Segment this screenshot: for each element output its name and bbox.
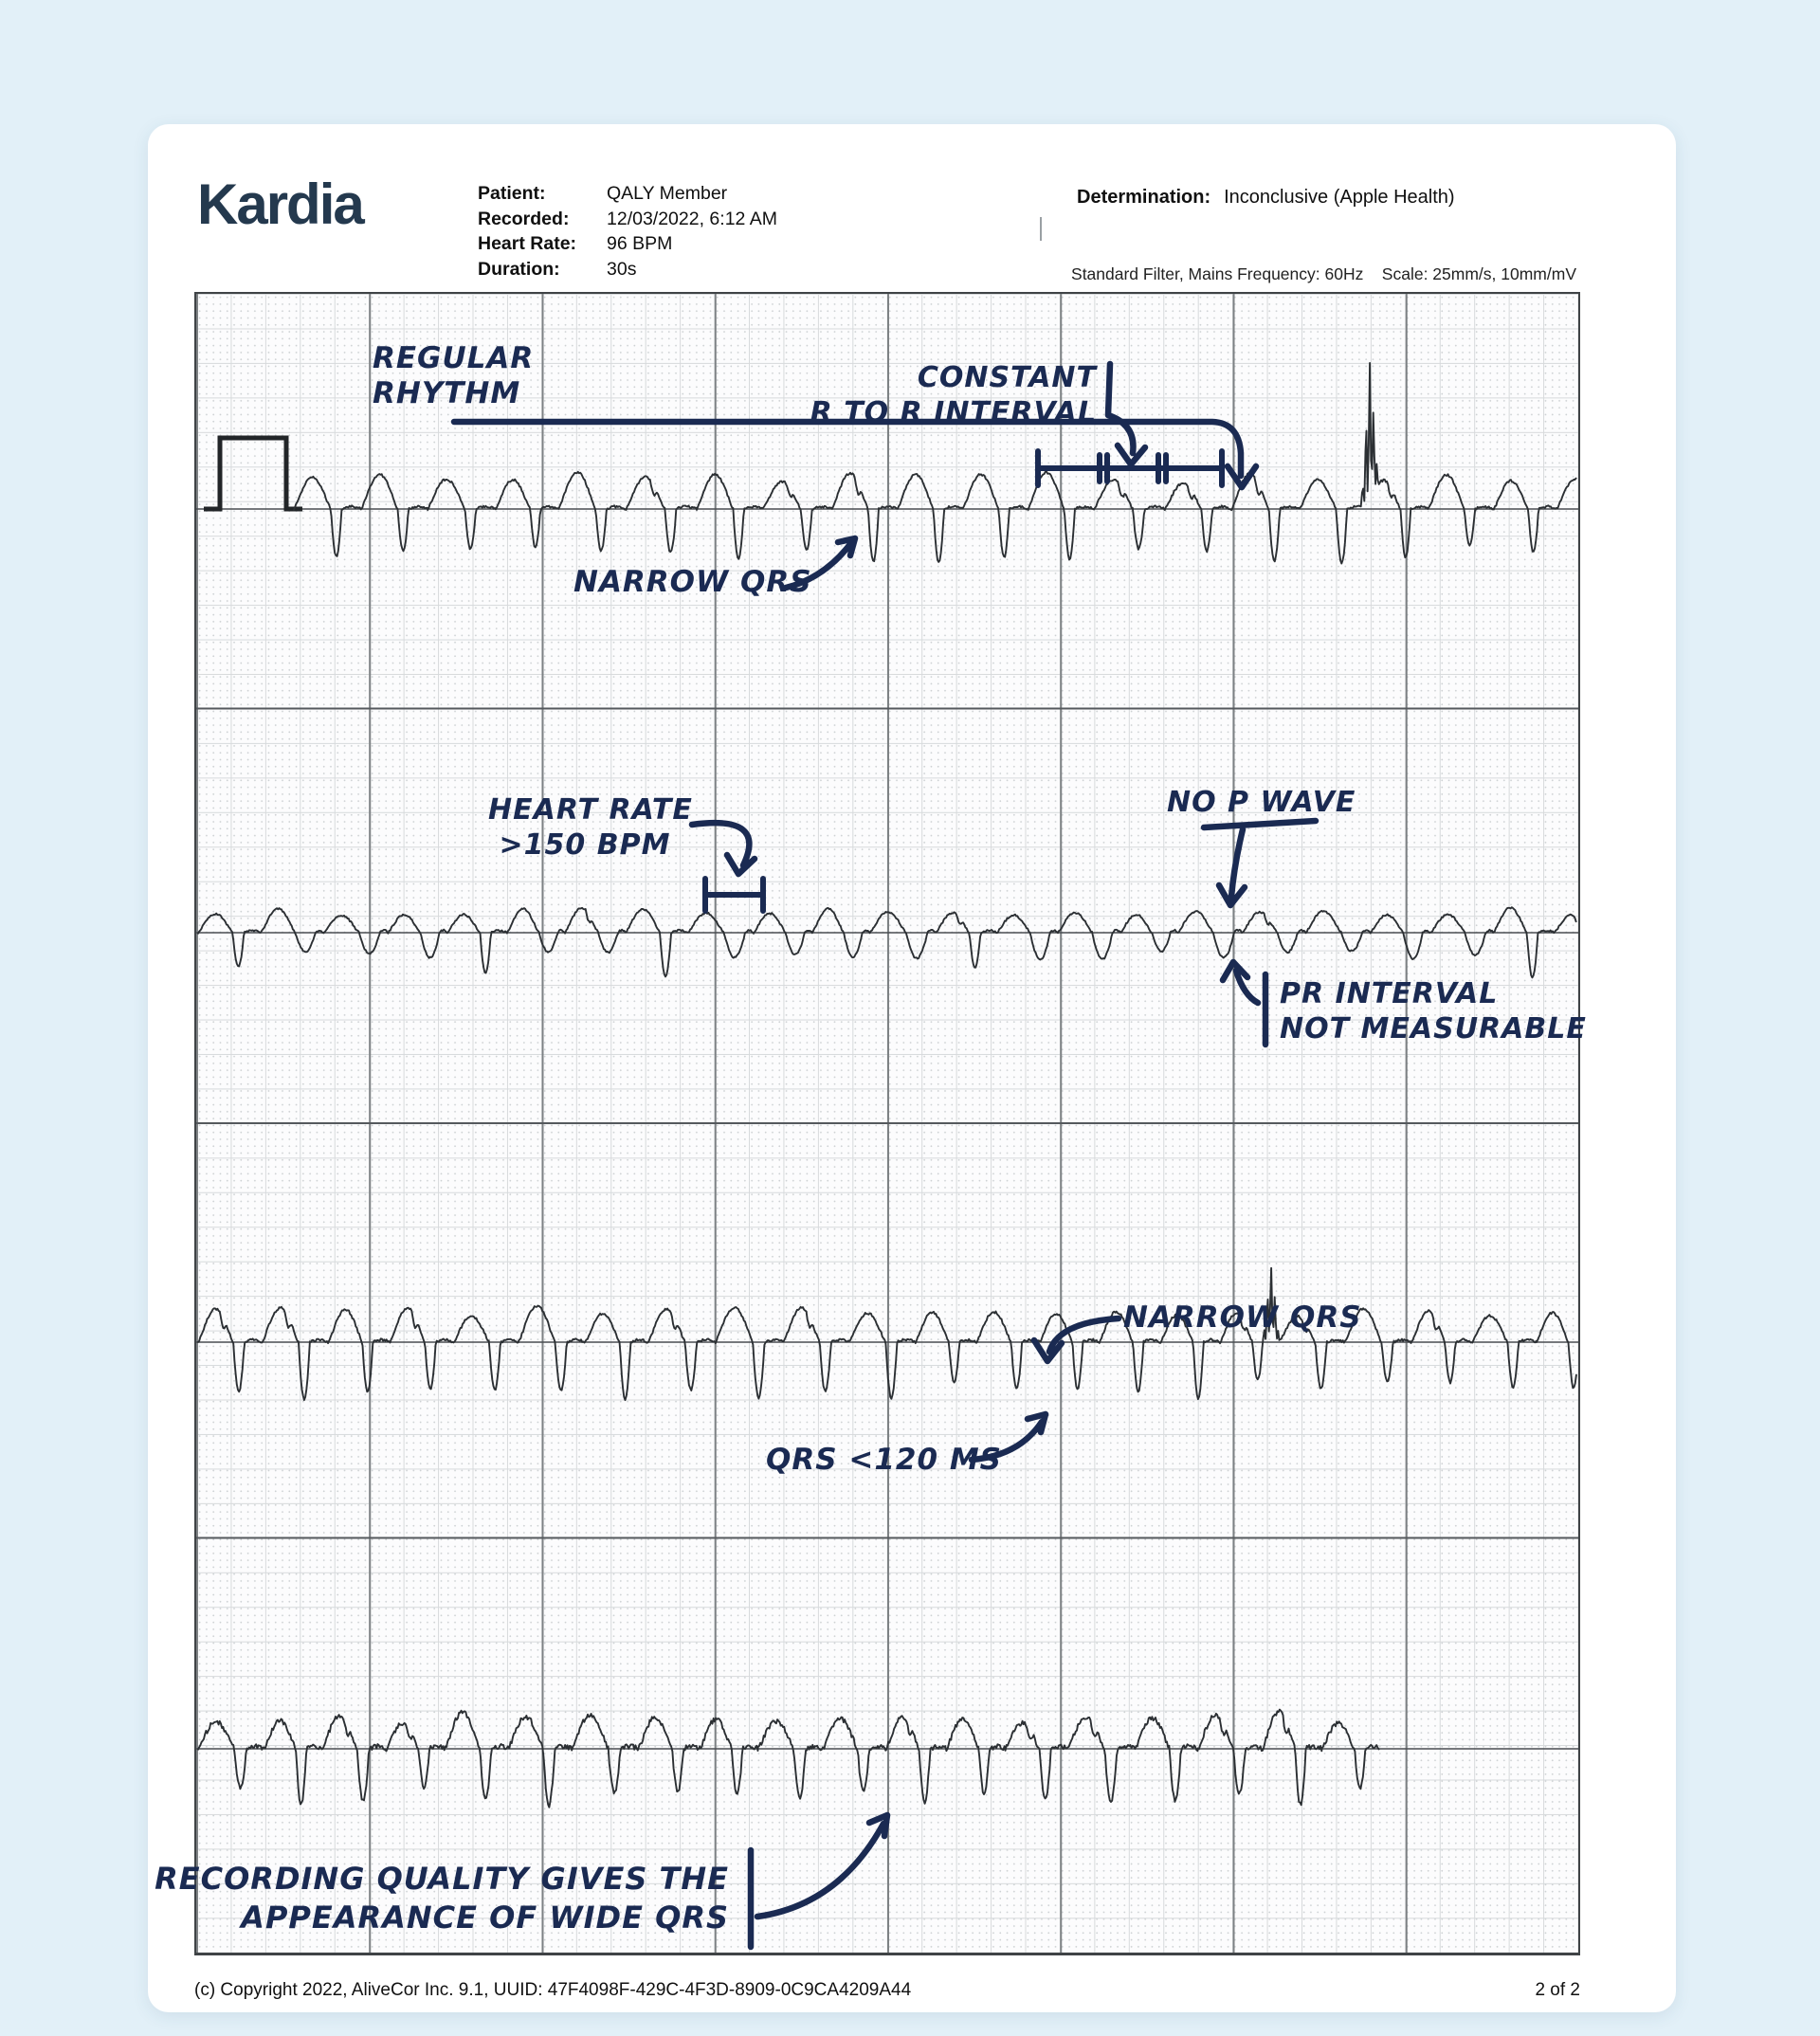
annotation-narrow-qrs-3: NARROW QRS bbox=[1123, 1300, 1362, 1335]
filter-scale-note: Standard Filter, Mains Frequency: 60Hz Scale: 25mm/s, 10mm/mV bbox=[1071, 264, 1576, 283]
calibration-pulse bbox=[204, 438, 302, 509]
annotation-no-p-wave: NO P WAVE bbox=[1167, 786, 1356, 819]
annotation-regular-rhythm: REGULAR RHYTHM bbox=[373, 341, 535, 410]
annotation-graphics bbox=[454, 364, 1316, 1947]
determination-value: Inconclusive (Apple Health) bbox=[1224, 187, 1455, 208]
annotation-pr-interval: PR INTERVAL NOT MEASURABLE bbox=[1280, 977, 1587, 1045]
ecg-grid-paper bbox=[155, 292, 1587, 1955]
rr-interval-bracket bbox=[1038, 451, 1222, 485]
duration-row bbox=[478, 257, 777, 282]
determination-label: Determination: bbox=[1077, 187, 1211, 208]
strip-separator-lines bbox=[196, 709, 1578, 1538]
patient-row bbox=[478, 181, 777, 207]
report-card bbox=[148, 124, 1676, 2012]
annotation-recording-quality: RECORDING QUALITY GIVES THE APPEARANCE OF WIDE QRS bbox=[155, 1861, 729, 1936]
patient-label: Patient: bbox=[478, 183, 546, 204]
heart-rate-row bbox=[478, 231, 777, 257]
heart-rate-value: 96 BPM bbox=[607, 233, 673, 254]
heart-rate-label: Heart Rate: bbox=[478, 233, 577, 254]
ecg-trace bbox=[198, 1710, 1379, 1808]
ecg-trace bbox=[198, 907, 1576, 977]
heart-rate-arrow bbox=[692, 823, 755, 874]
annotation-narrow-qrs-1: NARROW QRS bbox=[573, 565, 812, 599]
no-p-wave-arrow bbox=[1204, 821, 1316, 905]
report-footer bbox=[194, 1980, 1580, 2001]
constant-rr-arrow bbox=[1108, 364, 1145, 464]
duration-label: Duration: bbox=[478, 258, 560, 280]
patient-value: QALY Member bbox=[607, 183, 728, 204]
recording-quality-arrow bbox=[751, 1815, 887, 1947]
heart-rate-bracket bbox=[705, 879, 763, 911]
page-number: 2 of 2 bbox=[1535, 1980, 1580, 2000]
annotation-constant-rr: CONSTANT R TO R INTERVAL bbox=[810, 361, 1097, 429]
baseline-lines bbox=[196, 509, 1578, 1749]
ecg-trace bbox=[198, 1268, 1576, 1400]
recorded-value: 12/03/2022, 6:12 AM bbox=[607, 208, 777, 229]
annotation-heart-rate: HEART RATE >150 BPM bbox=[488, 793, 693, 862]
ecg-plot bbox=[196, 294, 1578, 1953]
kardia-logo: Kardia bbox=[197, 173, 363, 236]
print-artifact-mark bbox=[1040, 217, 1042, 241]
ecg-traces bbox=[198, 363, 1576, 1808]
recorded-label: Recorded: bbox=[478, 208, 570, 229]
pr-interval-arrow bbox=[1223, 962, 1265, 1045]
copyright-text: (c) Copyright 2022, AliveCor Inc. 9.1, UUID: 47F4098F-429C-4F3D-8909-0C9CA4209A44 bbox=[194, 1980, 912, 2000]
recorded-row bbox=[478, 207, 777, 232]
annotation-qrs-120: QRS <120 MS bbox=[766, 1443, 1002, 1477]
duration-value: 30s bbox=[607, 258, 637, 280]
patient-info bbox=[478, 181, 777, 282]
determination bbox=[1077, 187, 1455, 209]
